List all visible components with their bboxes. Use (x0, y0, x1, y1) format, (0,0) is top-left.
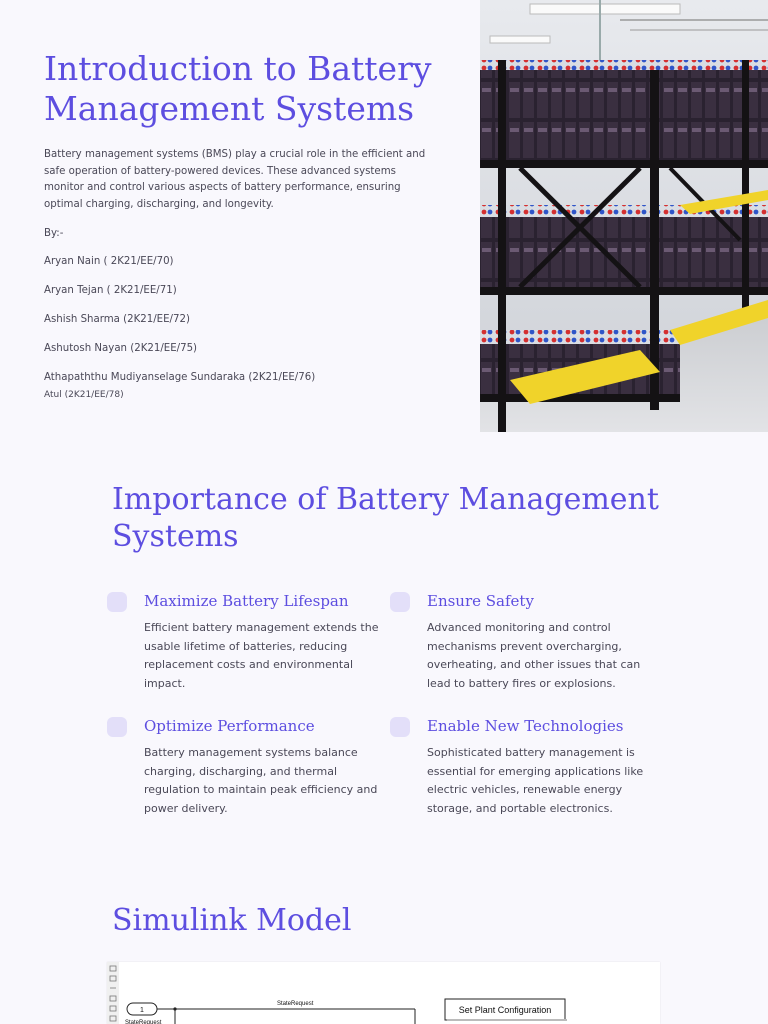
feature-title: Optimize Performance (144, 717, 315, 735)
simulink-diagram (107, 962, 660, 1024)
feature-bullet-icon (107, 592, 127, 612)
feature-text: Efficient battery management extends the usable lifetime of batteries, reducing replacement costs and environmental impact. (144, 621, 379, 691)
feature-bullet-icon (390, 717, 410, 737)
signal-label: StateRequest (277, 1001, 314, 1007)
feature-text: Advanced monitoring and control mechanisms prevent overcharging, overheating, and other issues that can lead to battery fires or explosions. (427, 621, 641, 691)
intro-title: Introduction to Battery Management Systems (44, 49, 432, 128)
feature-title: Ensure Safety (427, 592, 534, 610)
authors-list (44, 227, 444, 402)
battery-rack-photo (480, 0, 768, 432)
feature-bullet-icon (107, 717, 127, 737)
author-item: Aryan Tejan ( 2K21/EE/71) (44, 285, 177, 296)
plant-config-label: Set Plant Configuration (458, 1005, 552, 1015)
by-label: By:- (44, 228, 64, 239)
inport-label: StateRequest (125, 1020, 162, 1024)
feature-title: Enable New Technologies (427, 717, 624, 735)
feature-text: Battery management systems balance charging, discharging, and thermal regulation to maintain peak efficiency and power delivery. (144, 746, 378, 816)
feature-text: Sophisticated battery management is essential for emerging applications like electric vehicles, renewable energy storage, and portable electronics. (427, 746, 644, 816)
author-item: Ashutosh Nayan (2K21/EE/75) (44, 343, 198, 354)
author-item: Athapaththu Mudiyanselage Sundaraka (2K21/EE/76) (44, 372, 316, 383)
author-item: Atul (2K21/EE/78) (44, 390, 124, 400)
inport-number: 1 (140, 1007, 144, 1014)
author-item: Aryan Nain ( 2K21/EE/70) (44, 256, 174, 267)
feature-bullet-icon (390, 592, 410, 612)
importance-title: Importance of Battery Management Systems (112, 482, 659, 554)
feature-title: Maximize Battery Lifespan (144, 592, 349, 610)
intro-slide (0, 0, 768, 432)
intro-paragraph: Battery management systems (BMS) play a crucial role in the efficient and safe operation of battery-powered devices. These advanced systems monitor and control various aspects of battery performance, ensuring optimal charging, discharging, and longevity. (44, 149, 426, 210)
simulink-title: Simulink Model (112, 903, 352, 938)
author-item: Ashish Sharma (2K21/EE/72) (44, 314, 190, 325)
